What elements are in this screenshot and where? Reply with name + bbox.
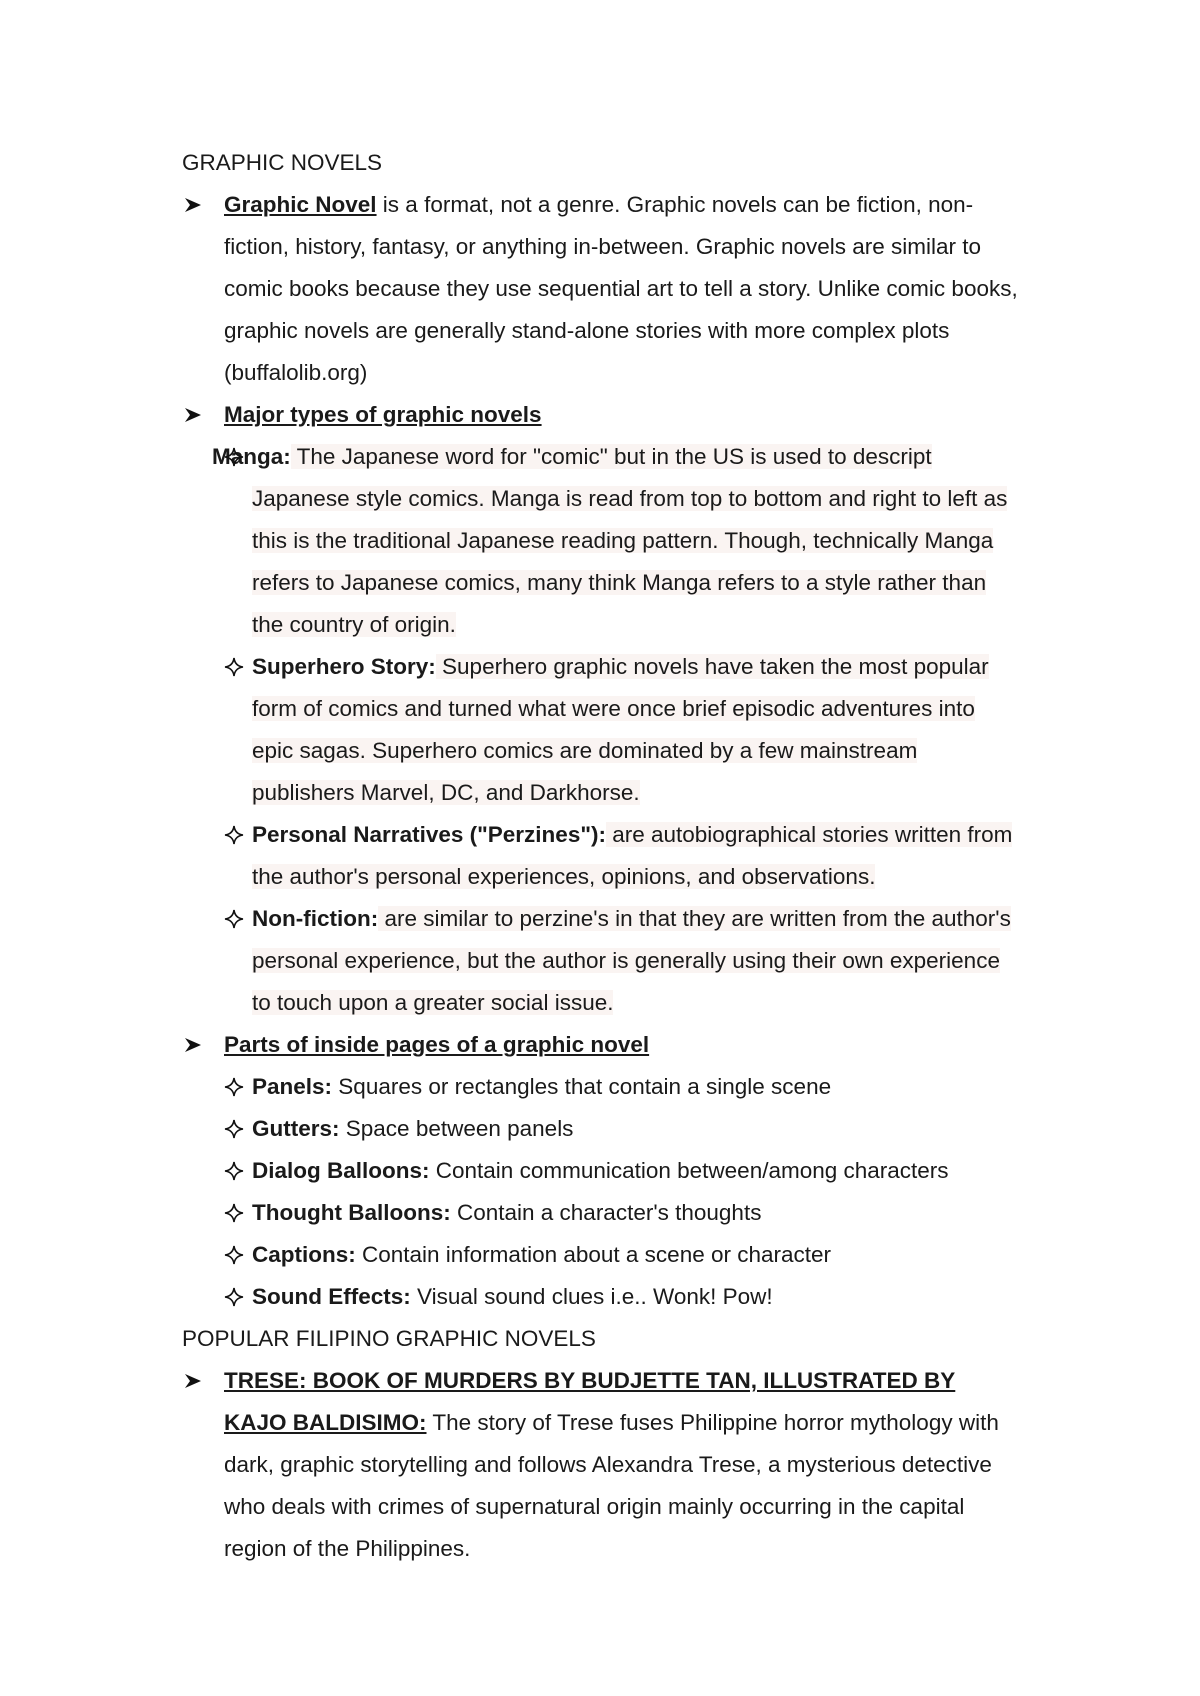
text-superhero: Superhero graphic novels have taken the most popular form of comics and turned what were once brief episodic adventures into epic sagas. Superhero comics are dominated by a few mainstream publishers Marvel, DC, and Darkhorse. (252, 654, 989, 805)
term-parts: Parts of inside pages of a graphic novel (224, 1032, 650, 1057)
text-thought-balloons: Contain a character's thoughts (450, 1200, 762, 1225)
arrow-bullet-icon (184, 1360, 206, 1402)
term-personal-narratives: Personal Narratives ("Perzines"): (252, 822, 606, 847)
star-bullet-icon (224, 1150, 248, 1192)
text-trese: The story of Trese fuses Philippine horror mythology with dark, graphic storytelling and follows Alexandra Trese, a mysterious detective who deals with crimes of supernatural origin mainly occurring in the capital region of the Philippines. (224, 1410, 999, 1561)
term-sound-effects: Sound Effects: (252, 1284, 411, 1309)
subbullet-non-fiction (182, 898, 1020, 1024)
term-non-fiction: Non-fiction: (252, 906, 379, 931)
arrow-bullet-icon (184, 394, 206, 436)
subbullet-captions (182, 1234, 1020, 1276)
subbullet-manga (182, 436, 1020, 646)
term-trese: TRESE: BOOK OF MURDERS BY BUDJETTE TAN, ILLUSTRATED BY KAJO BALDISIMO: (224, 1368, 956, 1435)
term-manga: Manga: (212, 444, 291, 469)
star-bullet-icon (224, 1066, 248, 1108)
text-dialog-balloons: Contain communication between/among characters (429, 1158, 949, 1183)
term-superhero: Superhero Story: (252, 654, 436, 679)
subbullet-panels (182, 1066, 1020, 1108)
star-bullet-icon (224, 1192, 248, 1234)
star-bullet-icon (224, 1276, 248, 1318)
bullet-graphic-novel (182, 184, 1020, 394)
text-sound-effects: Visual sound clues i.e.. Wonk! Pow! (410, 1284, 773, 1309)
bullet-trese (182, 1360, 1020, 1570)
star-bullet-icon (224, 814, 248, 856)
subbullet-dialog-balloons (182, 1150, 1020, 1192)
section-title-graphic-novels: GRAPHIC NOVELS (182, 150, 383, 175)
text-graphic-novel: is a format, not a genre. Graphic novels can be fiction, non-fiction, history, fantasy, or anything in-between. Graphic novels are similar to comic books because they use sequential art to tell a story. Unlike comic books, graphic novels are generally stand-alone stories with more complex plots (buffalolib.org) (224, 192, 1018, 385)
subbullet-thought-balloons (182, 1192, 1020, 1234)
text-personal-narratives: are autobiographical stories written from the author's personal experiences, opinions, and observations. (252, 822, 1013, 889)
text-manga: The Japanese word for "comic" but in the US is used to descript Japanese style comics. Manga is read from top to bottom and right to left as this is the traditional Japanese reading pattern. Though, technically Manga refers to Japanese comics, many think Manga refers to a style rather than the country of origin. (252, 444, 1008, 637)
star-bullet-icon (224, 436, 248, 478)
term-graphic-novel: Graphic Novel (224, 192, 377, 217)
text-panels: Squares or rectangles that contain a single scene (332, 1074, 832, 1099)
text-gutters: Space between panels (339, 1116, 574, 1141)
term-dialog-balloons: Dialog Balloons: (252, 1158, 430, 1183)
term-captions: Captions: (252, 1242, 356, 1267)
term-major-types: Major types of graphic novels (224, 402, 542, 427)
term-thought-balloons: Thought Balloons: (252, 1200, 451, 1225)
subbullet-personal-narratives (182, 814, 1020, 898)
subbullet-gutters (182, 1108, 1020, 1150)
subbullet-sound-effects (182, 1276, 1020, 1318)
star-bullet-icon (224, 646, 248, 688)
subbullet-superhero (182, 646, 1020, 814)
arrow-bullet-icon (184, 1024, 206, 1066)
section-title-popular-filipino: POPULAR FILIPINO GRAPHIC NOVELS (182, 1326, 596, 1351)
star-bullet-icon (224, 1234, 248, 1276)
arrow-bullet-icon (184, 184, 206, 226)
text-captions: Contain information about a scene or character (355, 1242, 832, 1267)
text-non-fiction: are similar to perzine's in that they are written from the author's personal experience, but the author is generally using their own experience to touch upon a greater social issue. (252, 906, 1011, 1015)
star-bullet-icon (224, 898, 248, 940)
term-gutters: Gutters: (252, 1116, 340, 1141)
term-panels: Panels: (252, 1074, 333, 1099)
bullet-parts (182, 1024, 1020, 1066)
bullet-major-types (182, 394, 1020, 436)
star-bullet-icon (224, 1108, 248, 1150)
